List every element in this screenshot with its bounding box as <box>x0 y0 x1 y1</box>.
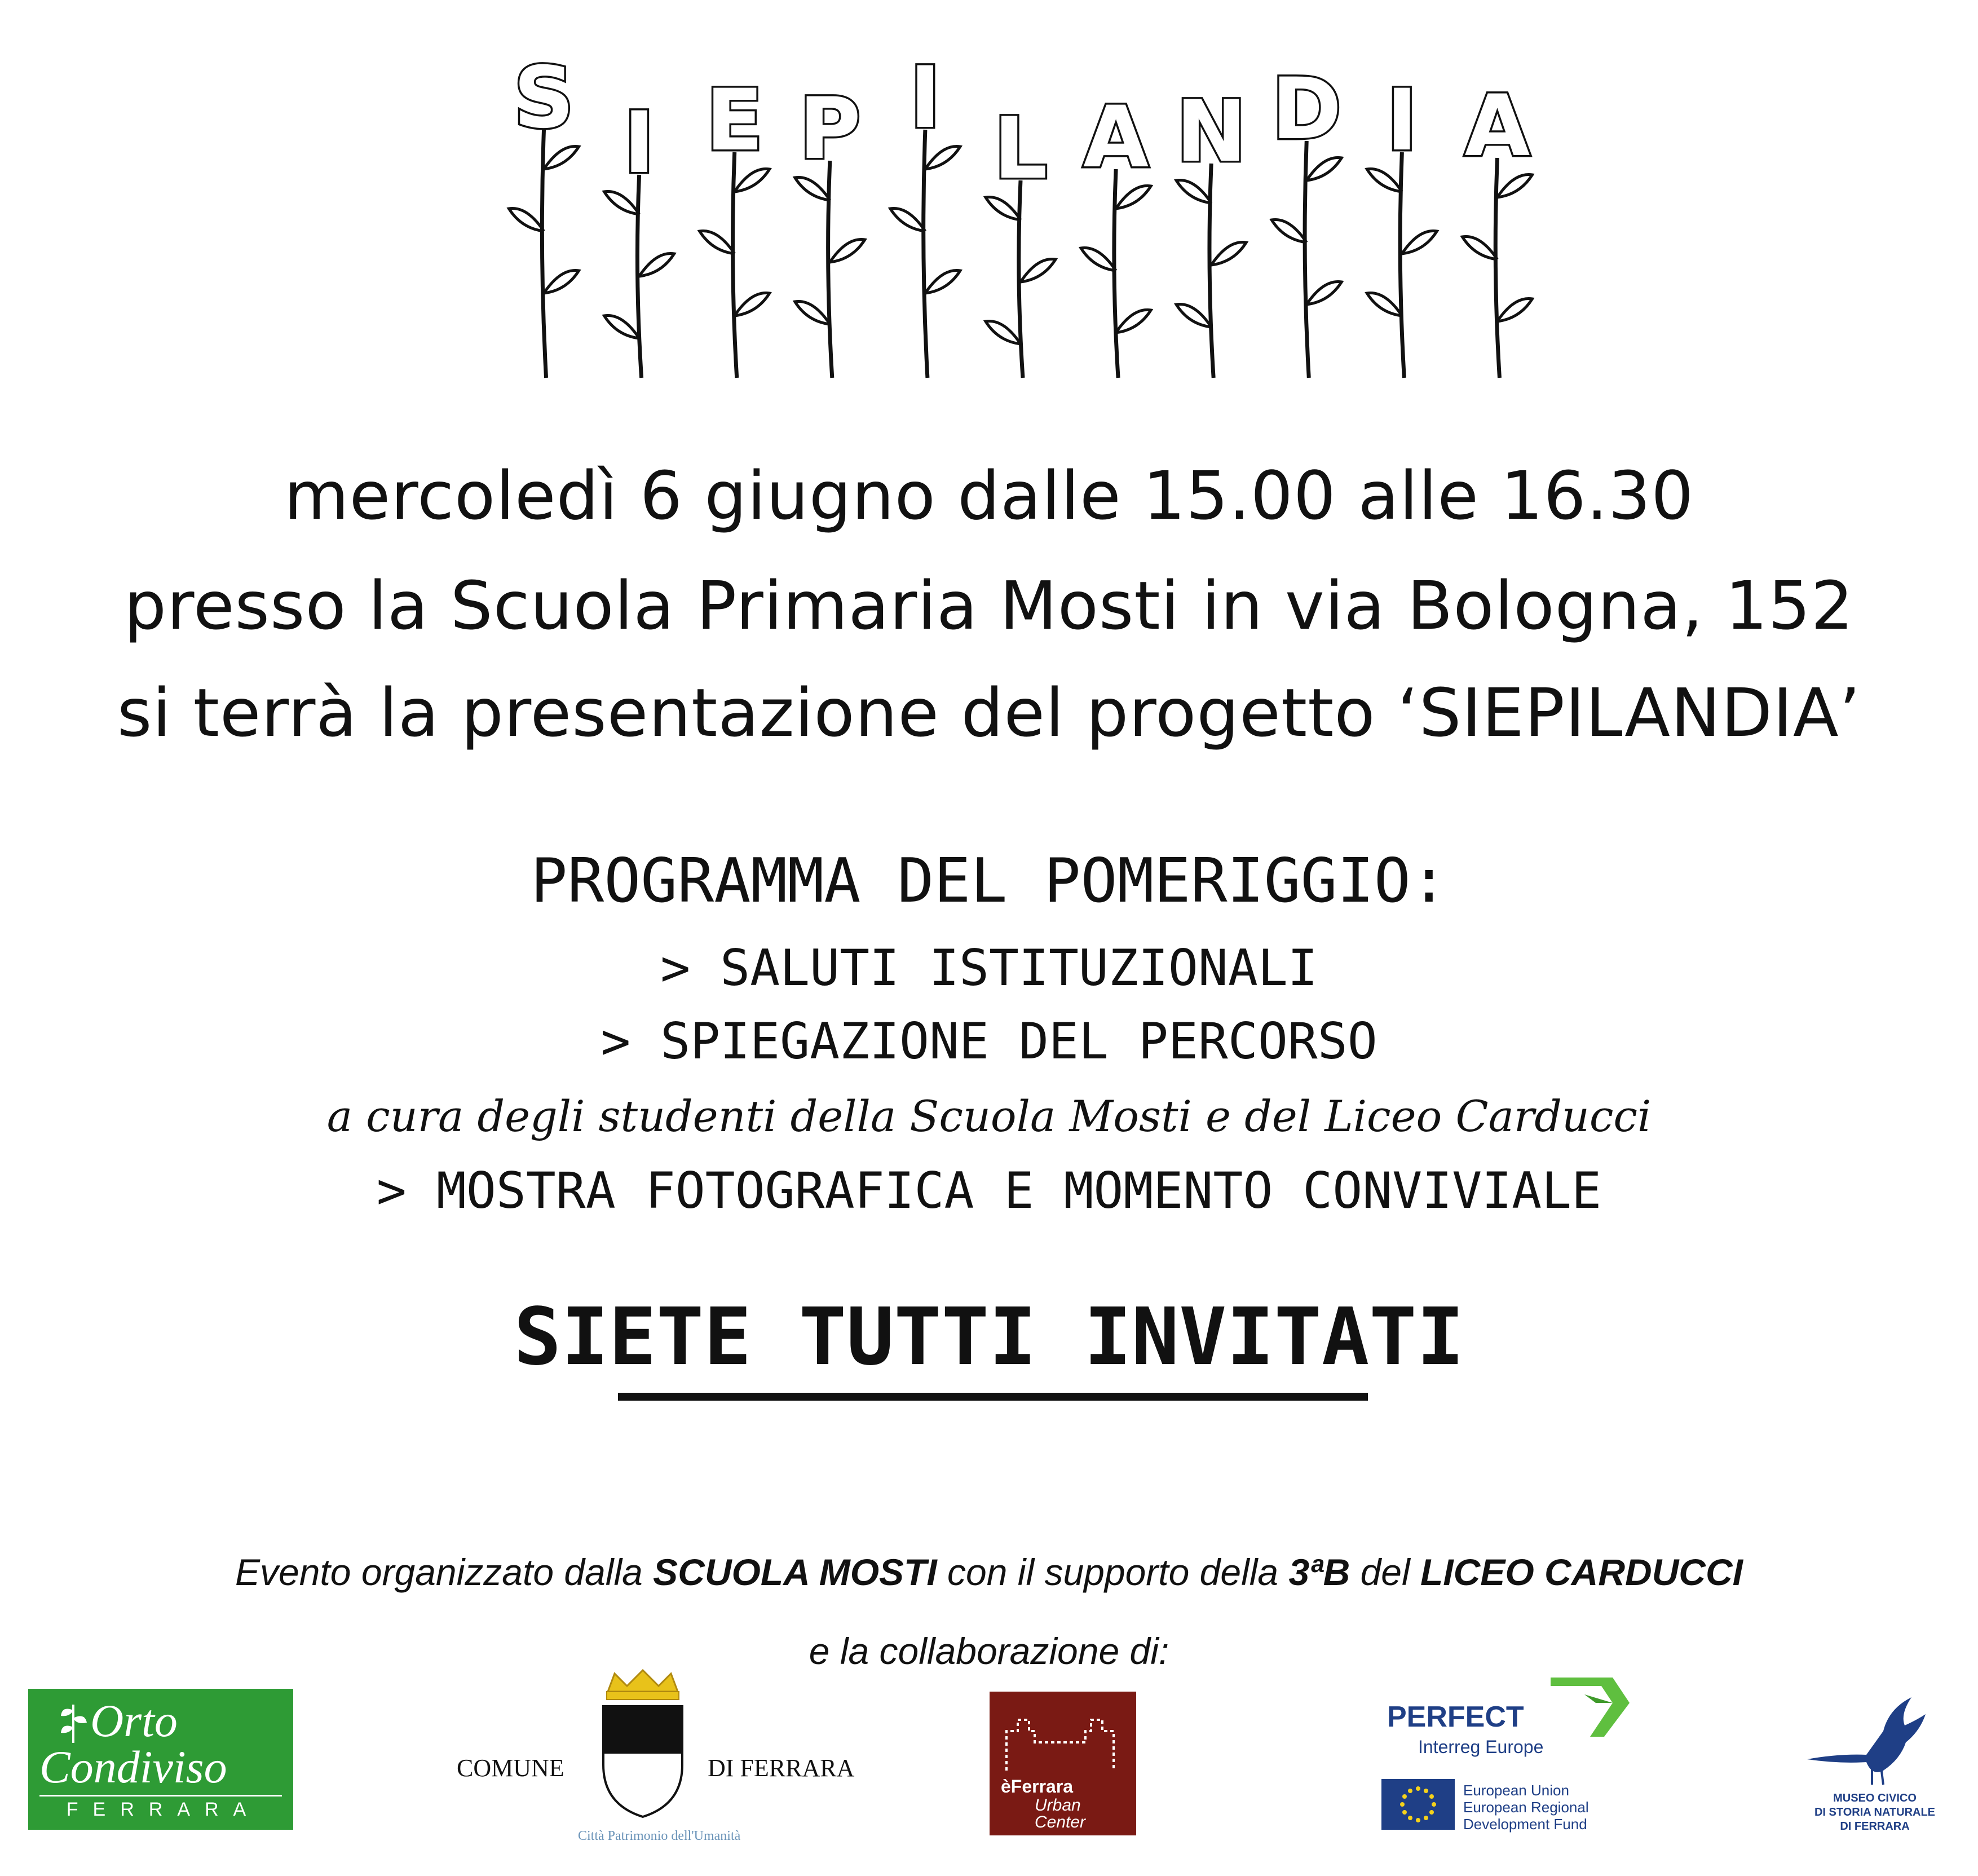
perfect-program: Interreg Europe <box>1418 1737 1544 1757</box>
leaf-9-2 <box>1367 293 1402 316</box>
museo-text-2: DI STORIA NATURALE <box>1814 1806 1936 1818</box>
leaf-1-0 <box>604 192 639 215</box>
perfect-interreg-logo <box>1381 1678 1635 1841</box>
event-location-line: presso la Scuola Primaria Mosti in via Bologna, 152 <box>124 567 1854 645</box>
leaf-7-0 <box>1176 180 1211 204</box>
orto-text-2: Condiviso <box>39 1741 227 1793</box>
title-art <box>496 39 1545 389</box>
leaf-8-1 <box>1271 220 1306 243</box>
title-lettering <box>496 39 1545 389</box>
leaf-10-0 <box>1497 175 1532 198</box>
leaf-0-0 <box>544 147 579 170</box>
leaf-3-2 <box>795 302 830 325</box>
leaf-2-1 <box>700 231 735 254</box>
leaf-1-2 <box>604 316 639 339</box>
leaf-1-1 <box>639 254 674 277</box>
leaf-2-0 <box>735 169 770 192</box>
leaf-10-2 <box>1497 299 1532 322</box>
stem-7 <box>1209 164 1213 378</box>
title-letter-2: E <box>705 72 763 170</box>
leaf-6-1 <box>1081 248 1116 271</box>
castle-outline-icon <box>1001 1709 1125 1776</box>
leaf-6-2 <box>1116 310 1151 333</box>
title-letter-1: I <box>623 94 655 192</box>
perfect-title: PERFECT <box>1387 1701 1524 1733</box>
footer-organizer-line <box>0 1551 1978 1594</box>
title-letter-0: S <box>513 49 575 147</box>
eu-text-2: European Regional <box>1463 1799 1589 1816</box>
event-date-line: mercoledì 6 giugno dalle 15.00 alle 16.30 <box>284 457 1694 535</box>
leaf-2-2 <box>735 293 770 316</box>
leaf-9-1 <box>1402 231 1437 254</box>
leaf-10-1 <box>1462 237 1497 260</box>
title-letter-6: A <box>1083 89 1149 187</box>
stem-2 <box>733 152 737 378</box>
urban-text-2: Center <box>1035 1813 1086 1831</box>
orto-condiviso-logo <box>28 1689 293 1830</box>
invitation-heading: SIETE TUTTI INVITATI <box>514 1291 1464 1383</box>
comune-text-right: DI FERRARA <box>708 1754 855 1782</box>
eu-text-3: Development Fund <box>1463 1816 1587 1833</box>
footer-text-2: con il supporto della <box>937 1551 1289 1593</box>
orto-text-3: FERRARA <box>66 1799 261 1820</box>
leaf-5-0 <box>986 197 1021 220</box>
comune-ferrara-logo <box>457 1669 855 1849</box>
footer-text-3: del <box>1350 1551 1420 1593</box>
comune-subtitle: Città Patrimonio dell'Umanità <box>578 1829 741 1843</box>
eu-text-1: European Union <box>1463 1782 1569 1799</box>
urban-brand: èFerrara <box>1001 1776 1074 1796</box>
program-note: a cura degli studenti della Scuola Mosti e del Liceo Carducci <box>326 1091 1652 1141</box>
museo-text-1: MUSEO CIVICO <box>1833 1792 1917 1804</box>
leaf-7-2 <box>1176 304 1211 328</box>
leaf-5-1 <box>1021 259 1056 282</box>
leaf-7-1 <box>1211 242 1246 266</box>
event-description-line: si terrà la presentazione del progetto ‘SIEPILANDIA’ <box>117 674 1861 752</box>
perfect-arrow-icon <box>1551 1678 1635 1740</box>
invitation-underline <box>618 1393 1368 1401</box>
eu-stars-icon <box>1381 1779 1455 1830</box>
leaf-0-2 <box>544 271 579 294</box>
footer-collaboration-line: e la collaborazione di: <box>809 1630 1169 1672</box>
crest-icon <box>586 1669 699 1821</box>
stem-9 <box>1400 152 1404 378</box>
orto-divider <box>39 1795 282 1796</box>
title-letter-3: P <box>798 80 861 178</box>
title-letter-5: L <box>994 100 1048 198</box>
program-item-exhibition: > MOSTRA FOTOGRAFICA E MOMENTO CONVIVIALE <box>376 1162 1602 1220</box>
title-letter-9: I <box>1386 72 1418 170</box>
leaf-4-0 <box>925 147 960 170</box>
leaf-6-0 <box>1116 186 1151 209</box>
urban-center-logo <box>990 1692 1136 1835</box>
program-heading: PROGRAMMA DEL POMERIGGIO: <box>531 846 1447 916</box>
leaf-3-0 <box>795 178 830 201</box>
leaf-9-0 <box>1367 169 1402 192</box>
eu-flag-icon <box>1381 1779 1455 1830</box>
leaf-8-2 <box>1306 282 1341 305</box>
urban-text-1: Urban <box>1035 1796 1081 1815</box>
program-item-greetings: > SALUTI ISTITUZIONALI <box>660 939 1318 997</box>
leaf-5-2 <box>986 321 1021 345</box>
footer-class: 3ªB <box>1288 1551 1350 1593</box>
museo-storia-naturale-logo <box>1804 1692 1945 1844</box>
stem-10 <box>1495 158 1499 378</box>
leaf-3-1 <box>830 240 865 263</box>
leaf-0-1 <box>509 209 544 232</box>
museo-text-3: DI FERRARA <box>1840 1820 1910 1833</box>
orto-text-1: Orto <box>90 1695 178 1746</box>
leaf-icon <box>56 1699 90 1744</box>
stem-6 <box>1114 169 1118 378</box>
title-letter-10: A <box>1464 77 1530 175</box>
stem-3 <box>828 161 832 378</box>
title-letter-4: I <box>909 49 941 147</box>
title-letter-8: D <box>1271 60 1342 158</box>
heron-icon <box>1804 1692 1945 1787</box>
footer-text-1: Evento organizzato dalla <box>235 1551 654 1593</box>
leaf-4-2 <box>925 271 960 294</box>
leaf-8-0 <box>1306 158 1341 181</box>
comune-text-left: COMUNE <box>457 1754 564 1782</box>
footer-liceo: LICEO CARDUCCI <box>1420 1551 1743 1593</box>
leaf-4-1 <box>890 209 925 232</box>
program-item-explanation: > SPIEGAZIONE DEL PERCORSO <box>601 1012 1377 1070</box>
footer-school: SCUOLA MOSTI <box>653 1551 937 1593</box>
title-letter-7: N <box>1176 83 1247 181</box>
